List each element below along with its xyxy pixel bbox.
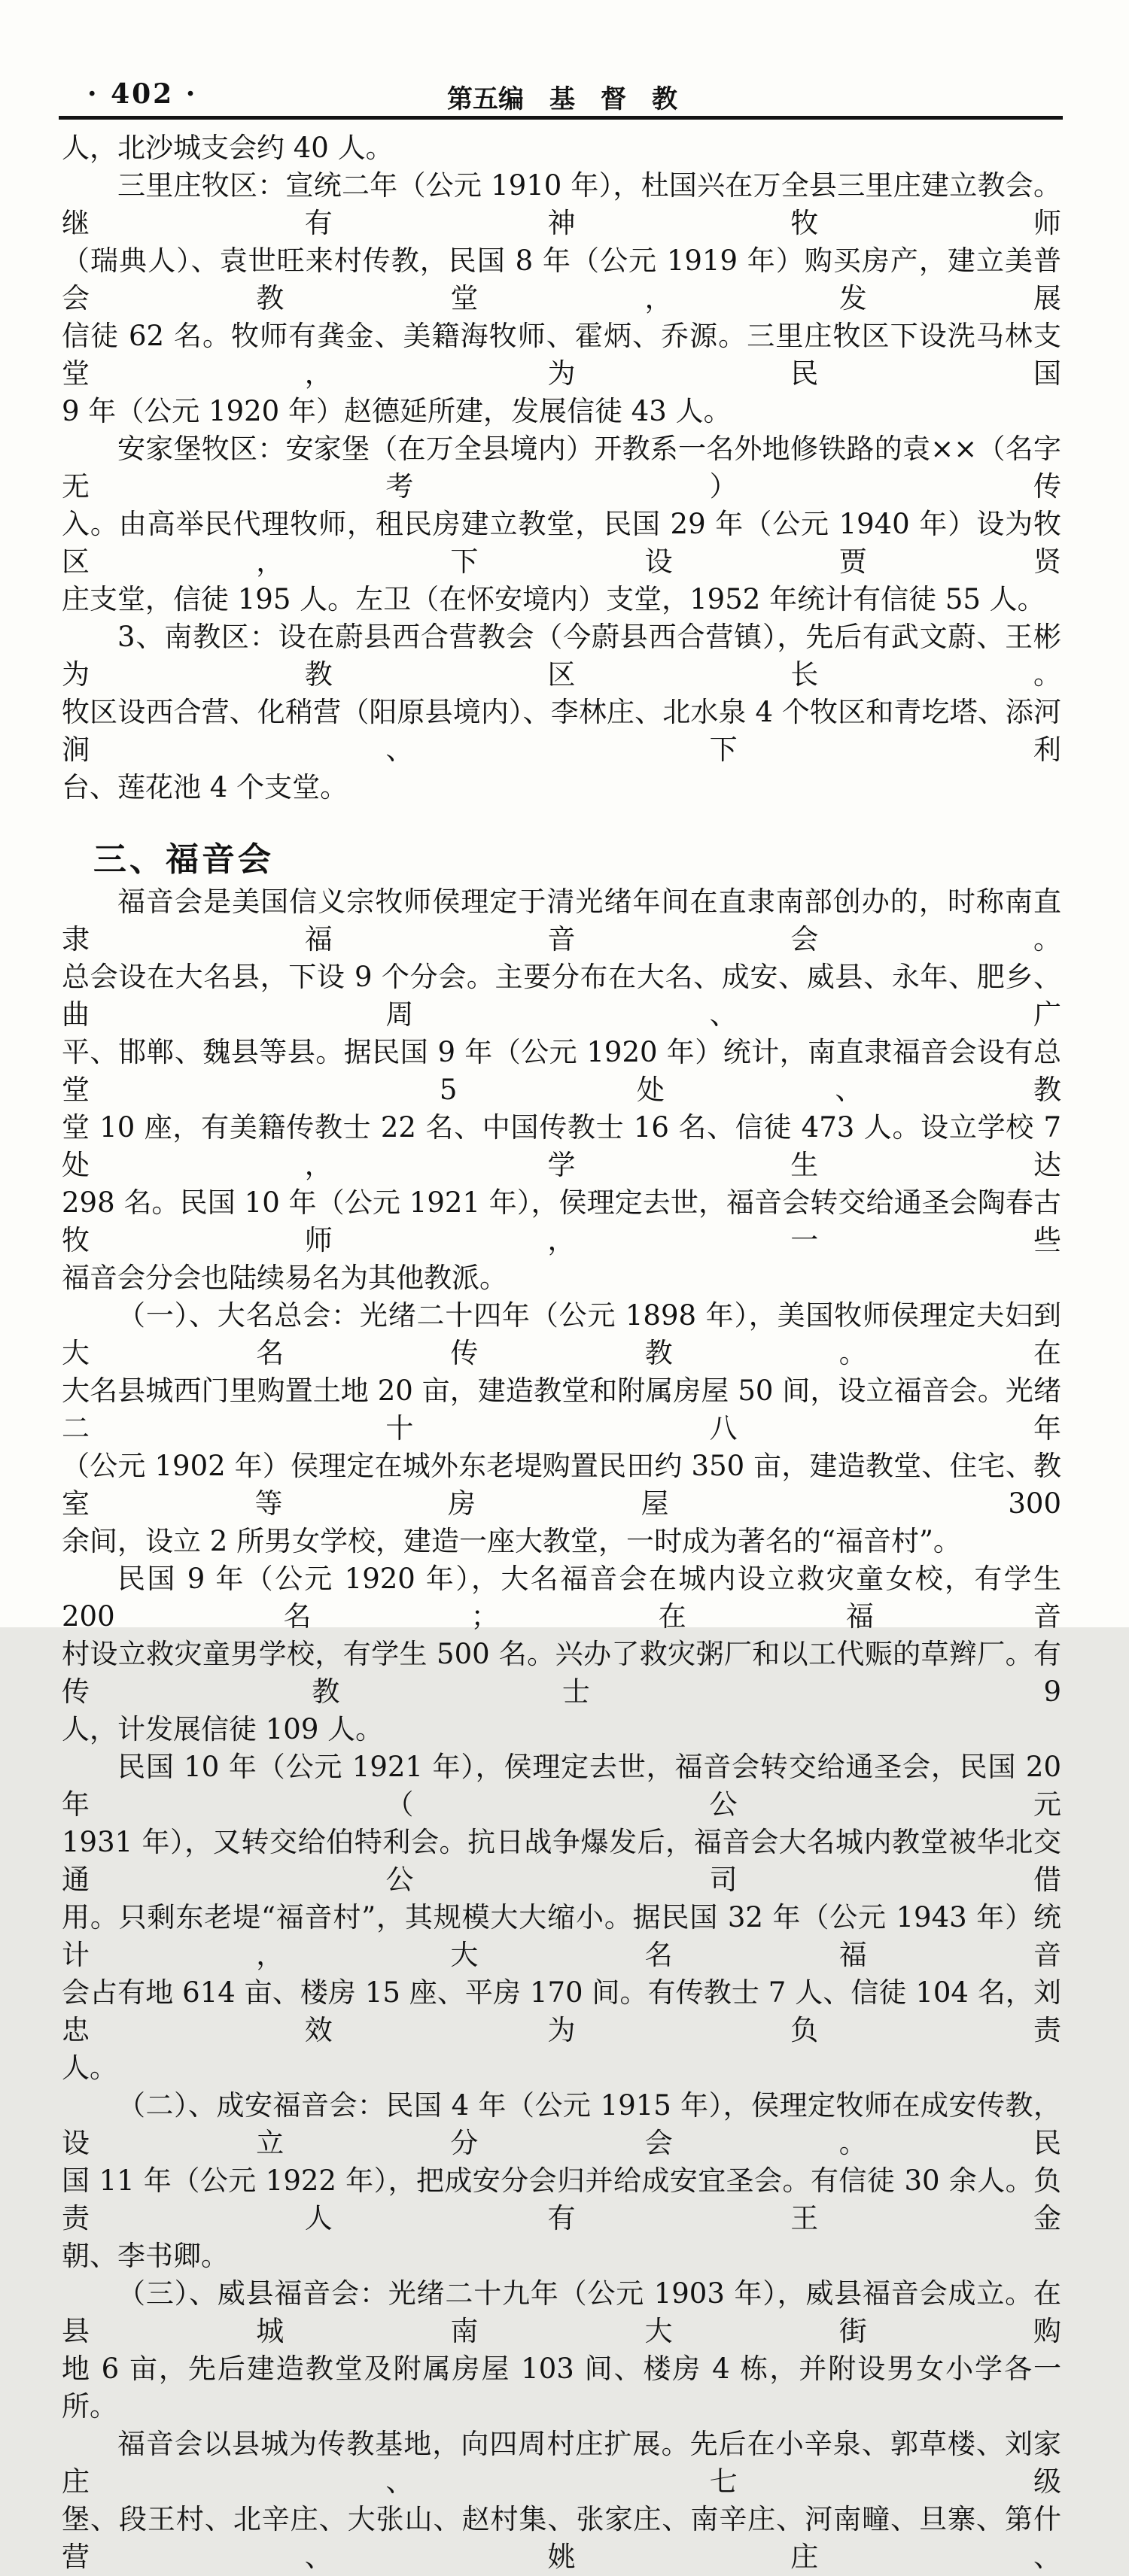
text-line: 平、邯郸、魏县等县。据民国 9 年（公元 1920 年）统计，南直隶福音会设有总堂 5 处、教 (62, 1036, 1061, 1106)
text-line: 福音会分会也陆续易名为其他教派。 (62, 1262, 507, 1294)
text-line: 福音会是美国信义宗牧师侯理定于清光绪年间在直隶南部创办的，时称南直隶福音会。 (62, 886, 1061, 955)
text-line: 牧区设西合营、化稍营（阳原县境内）、李林庄、北水泉 4 个牧区和青圪塔、添河涧、下利 (62, 696, 1061, 766)
text-line: 用。只剩东老堤“福音村”，其规模大大缩小。据民国 32 年（公元 1943 年）统计，大名福音 (62, 1901, 1061, 1971)
text-line: 人。 (62, 2052, 117, 2084)
text-line: 会占有地 614 亩、楼房 15 座、平房 170 间。有传教士 7 人、信徒 104 名，刘忠效为负责 (62, 1976, 1061, 2046)
text-line: 堂 10 座，有美籍传教士 22 名、中国传教士 16 名、信徒 473 人。设立学校 7 处，学生达 (62, 1111, 1061, 1181)
text-line: 民国 10 年（公元 1921 年），侯理定去世，福音会转交给通圣会，民国 20 年（公元 (62, 1751, 1061, 1821)
text-line: （瑞典人）、袁世旺来村传教，民国 8 年（公元 1919 年）购买房产，建立美普会教堂，发展 (62, 245, 1061, 314)
chapter-title: 第五编 基 督 教 (447, 84, 677, 114)
text-line: 安家堡牧区：安家堡（在万全县境内）开教系一名外地修铁路的袁××（名字无考）传 (62, 433, 1061, 503)
text-line: 地 6 亩，先后建造教堂及附属房屋 103 间、楼房 4 栋，并附设男女小学各一所。 (62, 2353, 1061, 2423)
text-line: 信徒 62 名。牧师有龚金、美籍海牧师、霍炳、乔源。三里庄牧区下设洗马林支堂，为民国 (62, 320, 1061, 390)
text-line: 1931 年），又转交给伯特利会。抗日战争爆发后，福音会大名城内教堂被华北交通公司借 (62, 1826, 1061, 1896)
text-line: 民国 9 年（公元 1920 年），大名福音会在城内设立救灾童女校，有学生 200 名；在福音 (62, 1563, 1061, 1633)
text-line: （一）、大名总会：光绪二十四年（公元 1898 年），美国牧师侯理定夫妇到大名传教。在 (62, 1299, 1061, 1369)
text-line: 台、莲花池 4 个支堂。 (62, 771, 348, 803)
text-line: 庄支堂，信徒 195 人。左卫（在怀安境内）支堂，1952 年统计有信徒 55 人。 (62, 583, 1045, 615)
text-line: 堡、段王村、北辛庄、大张山、赵村集、张家庄、南辛庄、河南疃、旦寨、第什营、姚庄、 (62, 2503, 1061, 2573)
text-line: （二）、成安福音会：民国 4 年（公元 1915 年），侯理定牧师在成安传教，设立分会。民 (62, 2089, 1061, 2159)
page-number: · 402 · (87, 78, 198, 110)
text-line: （公元 1902 年）侯理定在城外东老堤购置民田约 350 亩，建造教堂、住宅、教室等房屋 300 (62, 1450, 1061, 1520)
text-line: 人，北沙城支会约 40 人。 (62, 132, 394, 164)
text-line: 总会设在大名县，下设 9 个分会。主要分布在大名、成安、威县、永年、肥乡、曲周、广 (62, 961, 1061, 1031)
text-line: 298 名。民国 10 年（公元 1921 年），侯理定去世，福音会转交给通圣会陶春古牧师，一些 (62, 1186, 1061, 1256)
text-line: （三）、威县福音会：光绪二十九年（公元 1903 年），威县福音会成立。在县城南大街购 (62, 2277, 1061, 2347)
section-heading: 三、福音会 (93, 840, 274, 879)
text-line: 大名县城西门里购置土地 20 亩，建造教堂和附属房屋 50 间，设立福音会。光绪二十八年 (62, 1375, 1061, 1444)
text-line: 入。由高举民代理牧师，租民房建立教堂，民国 29 年（公元 1940 年）设为牧区，下设贾贤 (62, 508, 1061, 578)
text-line: 村设立救灾童男学校，有学生 500 名。兴办了救灾粥厂和以工代赈的草辫厂。有传教士 9 (62, 1638, 1061, 1708)
text-line: 余间，设立 2 所男女学校，建造一座大教堂，一时成为著名的“福音村”。 (62, 1525, 961, 1557)
header-rule (59, 116, 1063, 120)
text-line: 三里庄牧区：宣统二年（公元 1910 年），杜国兴在万全县三里庄建立教会。继有神牧师 (62, 169, 1061, 239)
text-line: 3、南教区：设在蔚县西合营教会（今蔚县西合营镇），先后有武文蔚、王彬为教区长。 (62, 621, 1061, 691)
page-header (62, 77, 1063, 114)
text-line: 朝、李书卿。 (62, 2240, 229, 2272)
text-line: 9 年（公元 1920 年）赵德延所建，发展信徒 43 人。 (62, 395, 732, 427)
text-line: 国 11 年（公元 1922 年），把成安分会归并给成安宜圣会。有信徒 30 余人。负责人有王金 (62, 2164, 1061, 2234)
text-line: 福音会以县城为传教基地，向四周村庄扩展。先后在小辛泉、郭草楼、刘家庄、七级 (62, 2428, 1061, 2498)
body-text (62, 129, 1061, 2576)
text-line: 人，计发展信徒 109 人。 (62, 1713, 384, 1745)
